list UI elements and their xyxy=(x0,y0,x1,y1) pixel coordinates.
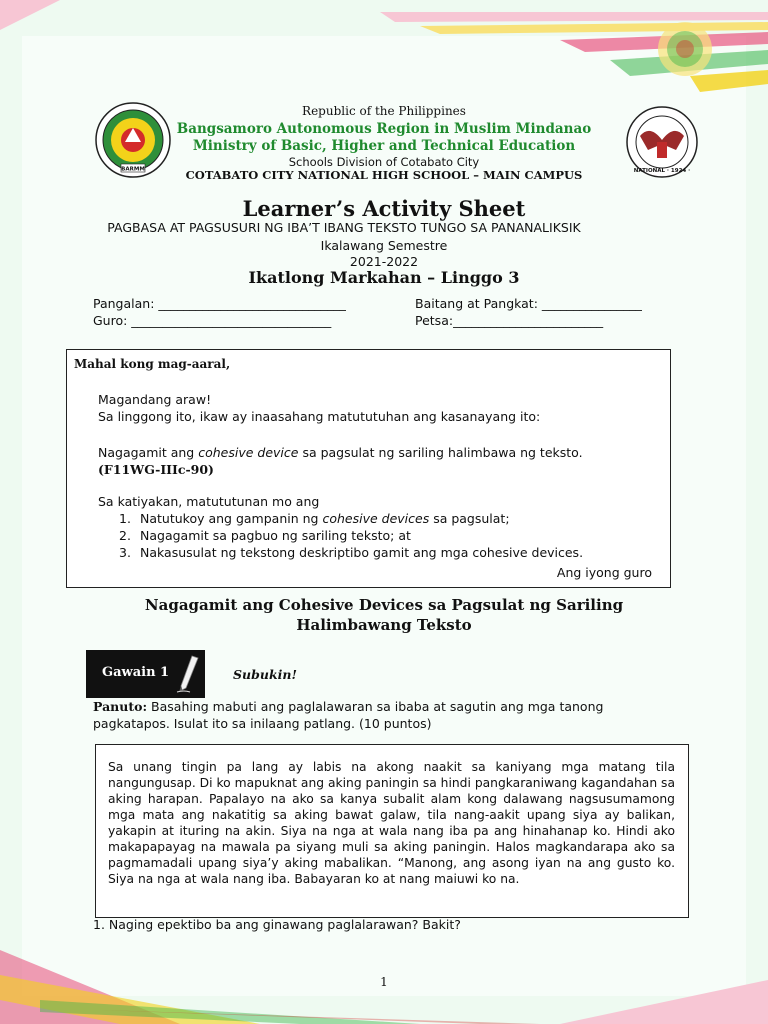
header-region: Bangsamoro Autonomous Region in Muslim Mindanao xyxy=(176,121,592,137)
directions-label: Panuto: xyxy=(93,699,148,714)
objective-item: 1. Natutukoy ang gampanin ng cohesive devices sa pagsulat; xyxy=(119,511,510,526)
reading-passage-box xyxy=(95,744,689,918)
competency-code: (F11WG-IIIc-90) xyxy=(98,462,214,477)
message-intro: Sa linggong ito, ikaw ay inaasahang matututuhan ang kasanayang ito: xyxy=(98,409,541,424)
name-field[interactable]: Pangalan: ______________________________ xyxy=(93,296,346,311)
activity-label: Gawain 1 xyxy=(102,665,170,680)
competency-pre: Nagagamit ang xyxy=(98,445,199,460)
header-division: Schools Division of Cotabato City xyxy=(288,155,480,169)
message-competency xyxy=(98,445,583,460)
field-row-name xyxy=(93,296,678,311)
faded-emblem-icon xyxy=(650,18,720,80)
competency-emphasis: cohesive device xyxy=(198,445,299,460)
header-ministry: Ministry of Basic, Higher and Technical Education xyxy=(192,138,576,154)
lesson-title-line1: Nagagamit ang Cohesive Devices sa Pagsulat ng Sariling xyxy=(144,596,624,614)
logo-right-text: NATIONAL · 1924 · xyxy=(633,168,691,174)
reading-passage: Sa unang tingin pa lang ay labis na akong naakit sa kaniyang mga matang tila nangungusap. Di ko mapuknat ang aking paningin sa hindi pangkaraniwang kagandahan sa aking harapan. Papalayo na ako sa kanya subalit alam kong dalawang nagsusumamong mga mata ang nakatitig sa aking bawat galaw, tila nang-aakit upang siya ay balikan, yakapin at ituring na akin. Siya na nga at wala nang iba pa ang hinahanap ko. Hindi ako makapapayag na mawala pa siyang muli sa aking paningin. Halos magkandarapa ako sa pagmamadali upang siya’y aking mabalikan. “Manong, ang asong iyan na ang gusto ko. Siya na nga at wala nang iba. Babayaran ko at nang maiuwi ko na. xyxy=(108,760,675,886)
message-greeting: Mahal kong mag-aaral, xyxy=(74,357,231,371)
teacher-field[interactable]: Guro: ________________________________ xyxy=(93,313,332,328)
grade-section-field[interactable]: Baitang at Pangkat: ________________ xyxy=(415,296,642,311)
header-school: COTABATO CITY NATIONAL HIGH SCHOOL – MAIN CAMPUS xyxy=(185,168,583,182)
logo-left-text: BARMM xyxy=(121,166,145,173)
message-specific: Sa katiyakan, matututunan mo ang xyxy=(98,494,320,509)
page-number: 1 xyxy=(380,975,388,989)
activity-badge xyxy=(86,650,205,698)
school-seal-icon xyxy=(626,106,698,178)
header-republic: Republic of the Philippines xyxy=(302,104,466,118)
objectives-list xyxy=(119,511,583,562)
pen-icon xyxy=(174,654,202,694)
message-signature: Ang iyong guro xyxy=(556,565,652,580)
objective-item: 2. Nagagamit sa pagbuo ng sariling teksto; at xyxy=(119,528,411,543)
date-field[interactable]: Petsa:________________________ xyxy=(415,313,604,328)
semester: Ikalawang Semestre xyxy=(320,238,448,253)
directions xyxy=(93,698,683,732)
school-year: 2021-2022 xyxy=(349,254,419,269)
directions-text: Basahing mabuti ang paglalawaran sa ibaba at sagutin ang mga tanong pagkatapos. Isulat ito sa inilaang patlang. (10 puntos) xyxy=(93,699,604,731)
teacher-message-box xyxy=(66,349,671,588)
field-row-teacher xyxy=(93,313,678,328)
subject-name: PAGBASA AT PAGSUSURI NG IBA’T IBANG TEKSTO TUNGO SA PANANALIKSIK xyxy=(107,220,581,235)
sheet-title: Learner’s Activity Sheet xyxy=(242,196,526,221)
message-hello: Magandang araw! xyxy=(98,392,212,407)
lesson-title-line2: Halimbawang Teksto xyxy=(296,616,472,634)
objective-item: 3. Nakasusulat ng tekstong deskriptibo gamit ang mga cohesive devices. xyxy=(119,545,584,560)
competency-post: sa pagsulat ng sariling halimbawa ng teksto. xyxy=(298,445,583,460)
quarter-week: Ikatlong Markahan – Linggo 3 xyxy=(248,268,520,287)
activity-tag: Subukin! xyxy=(233,667,297,682)
question-1: 1. Naging epektibo ba ang ginawang paglalarawan? Bakit? xyxy=(93,917,461,932)
